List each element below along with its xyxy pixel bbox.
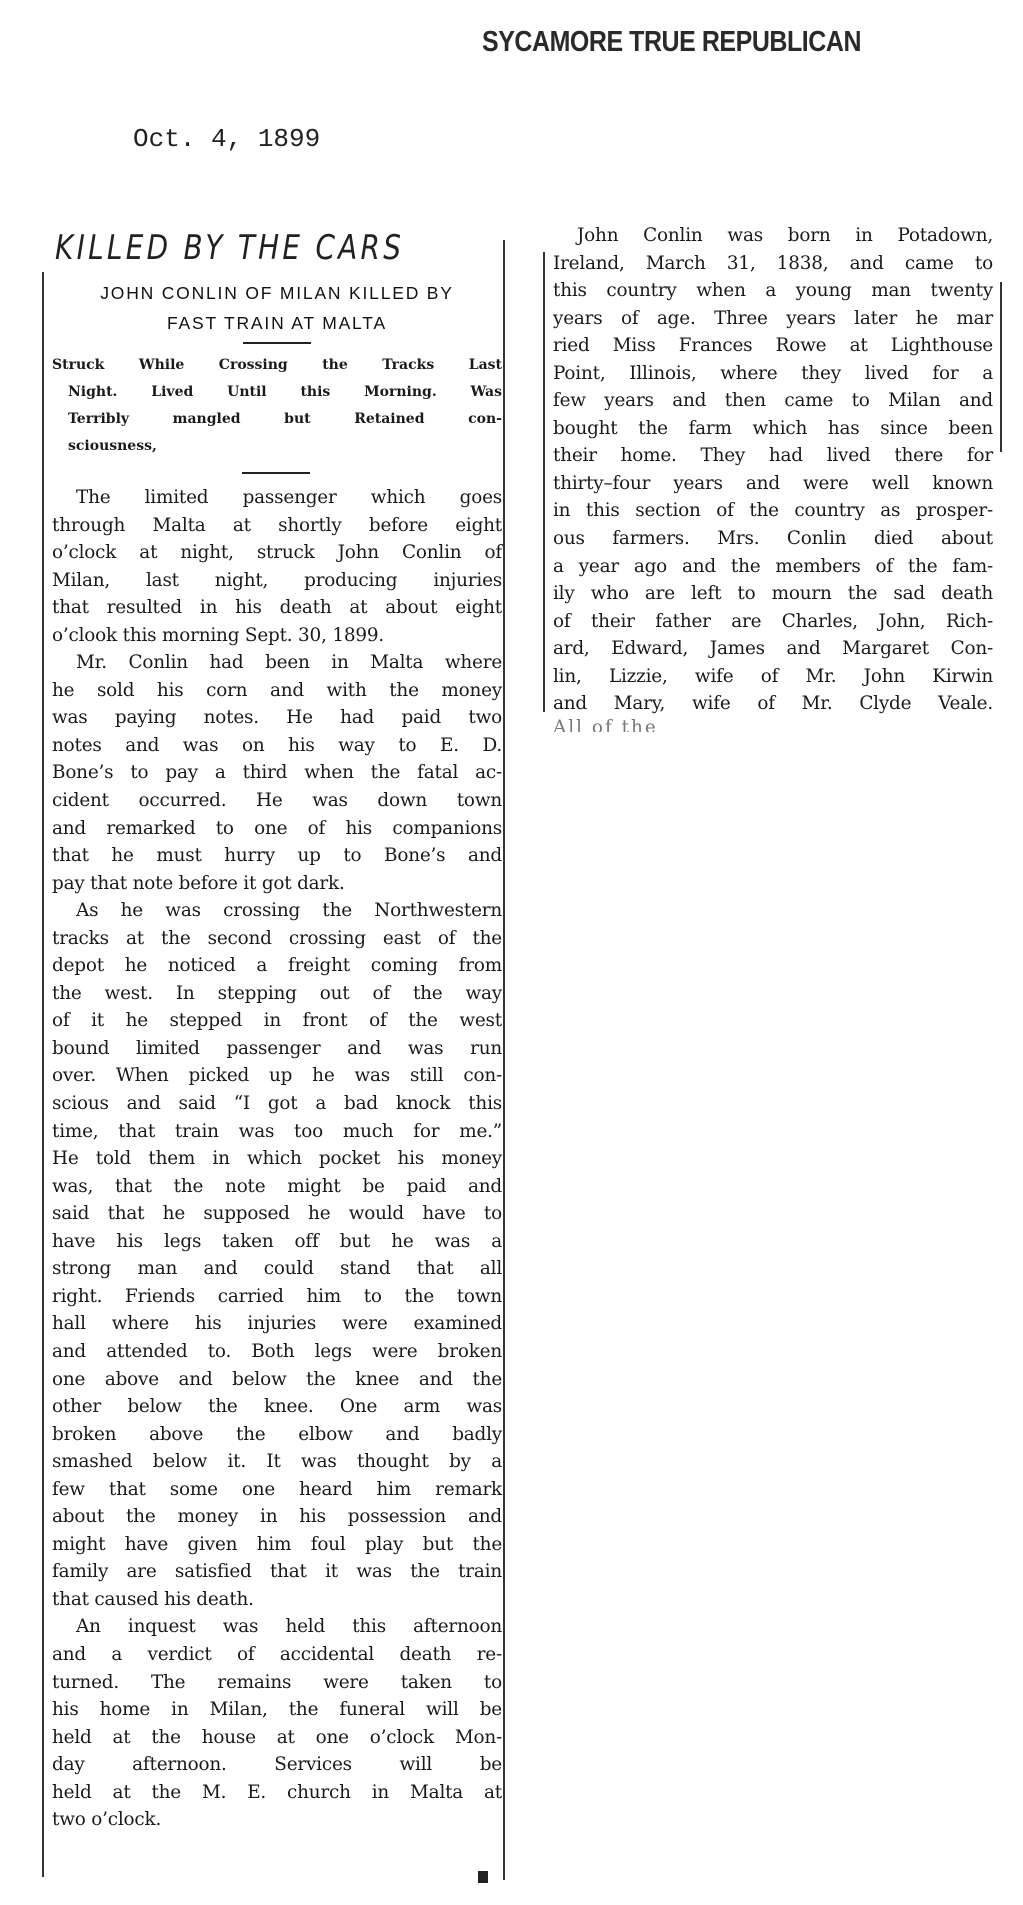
body-line: day afternoon. Services will be	[52, 1754, 502, 1776]
body-line: ous farmers. Mrs. Conlin died about	[553, 528, 993, 550]
headline-line: JOHN CONLIN OF MILAN KILLED BY	[100, 283, 454, 303]
body-line: depot he noticed a freight coming from	[52, 955, 502, 977]
body-line: notes and was on his way to E. D.	[52, 734, 502, 756]
body-line: Bone’s to pay a third when the fatal ac-	[52, 762, 502, 784]
body-line: time, that train was too much for me.”	[52, 1120, 502, 1142]
body-line: o’clock at night, struck John Conlin of	[52, 542, 502, 564]
body-line: that caused his death.	[52, 1588, 254, 1610]
article-right-column	[553, 222, 993, 732]
body-line: and a verdict of accidental death re-	[52, 1643, 502, 1665]
body-line: that he must hurry up to Bone’s and	[52, 845, 502, 867]
body-line: John Conlin was born in Potadown,	[577, 225, 993, 246]
body-line: two o’clock.	[52, 1809, 162, 1831]
body-line: lin, Lizzie, wife of Mr. John Kirwin	[553, 665, 993, 687]
body-line: The limited passenger which goes	[76, 487, 502, 508]
body-line: this country when a young man twenty	[553, 280, 993, 302]
body-line: thirty–four years and were well known	[553, 472, 993, 494]
body-line: and attended to. Both legs were broken	[52, 1340, 502, 1362]
body-line: of their father are Charles, John, Rich-	[553, 610, 993, 632]
body-line: tracks at the second crossing east of the	[52, 927, 502, 949]
article-headline	[52, 278, 502, 338]
body-line: strong man and could stand that all	[52, 1258, 502, 1280]
body-line: was, that the note might be paid and	[52, 1175, 502, 1197]
article-left-column	[52, 278, 502, 1834]
body-line: a year ago and the members of the fam-	[553, 555, 993, 577]
body-line: was paying notes. He had paid two	[52, 707, 502, 729]
body-line: over. When picked up he was still con-	[52, 1065, 502, 1087]
body-line: ried Miss Frances Rowe at Lighthouse	[553, 335, 993, 357]
headline-divider	[243, 342, 311, 344]
typed-date: Oct. 4, 1899	[133, 124, 321, 154]
body-line: might have given him foul play but the	[52, 1533, 502, 1555]
body-line: hall where his injuries were examined	[52, 1313, 502, 1335]
body-line: have his legs taken off but he was a	[52, 1230, 502, 1252]
body-line: few years and then came to Milan and	[553, 390, 993, 412]
deck-line: Struck While Crossing the Tracks Last	[52, 357, 502, 373]
body-line: Ireland, March 31, 1838, and came to	[553, 252, 993, 274]
right-column-left-rule	[543, 252, 545, 712]
left-column-right-rule	[503, 240, 505, 1880]
cutoff-line: All of the	[553, 717, 658, 732]
body-line: As he was crossing the Northwestern	[76, 900, 502, 922]
deck-line: Terribly mangled but Retained con-	[68, 411, 502, 427]
right-column-right-rule	[1000, 282, 1002, 452]
body-line: few that some one heard him remark	[52, 1478, 502, 1500]
body-line: held at the M. E. church in Malta at	[52, 1781, 502, 1803]
article-deck	[52, 352, 502, 460]
body-line: and remarked to one of his companions	[52, 817, 502, 839]
article-body-left	[52, 484, 502, 1834]
deck-line: sciousness,	[68, 438, 157, 454]
body-line: pay that note before it got dark.	[52, 872, 345, 894]
newspaper-masthead: SYCAMORE TRUE REPUBLICAN	[482, 26, 862, 58]
body-line: one above and below the knee and the	[52, 1368, 502, 1390]
body-line: An inquest was held this afternoon	[76, 1616, 502, 1638]
deck-divider	[242, 472, 310, 474]
left-column-left-rule	[42, 272, 44, 1877]
deck-line: Night. Lived Until this Morning. Was	[68, 384, 502, 400]
body-line: bound limited passenger and was run	[52, 1037, 502, 1059]
body-line: years of age. Three years later he mar	[553, 307, 993, 329]
handwritten-title: KILLED BY THE CARS	[55, 228, 405, 268]
body-line: Point, Illinois, where they lived for a	[553, 362, 993, 384]
body-line: said that he supposed he would have to	[52, 1203, 502, 1225]
body-line: right. Friends carried him to the town	[52, 1285, 502, 1307]
body-line: held at the house at one o’clock Mon-	[52, 1726, 502, 1748]
body-line: the west. In stepping out of the way	[52, 982, 502, 1004]
body-line: scious and said “I got a bad knock this	[52, 1093, 502, 1115]
body-line: about the money in his possession and	[52, 1506, 502, 1528]
body-line: Milan, last night, producing injuries	[52, 569, 502, 591]
body-line: broken above the elbow and badly	[52, 1423, 502, 1445]
body-line: ily who are left to mourn the sad death	[553, 583, 993, 605]
ink-blot	[478, 1871, 488, 1883]
body-line: and Mary, wife of Mr. Clyde Veale.	[553, 693, 993, 715]
body-line: other below the knee. One arm was	[52, 1396, 502, 1418]
body-line: bought the farm which has since been	[553, 417, 993, 439]
body-line: Mr. Conlin had been in Malta where	[76, 652, 502, 674]
body-line: their home. They had lived there for	[553, 445, 993, 467]
body-line: in this section of the country as prosper-	[553, 500, 993, 522]
article-body-right	[553, 222, 993, 718]
body-line: cident occurred. He was down town	[52, 790, 502, 812]
body-line: o’clook this morning Sept. 30, 1899.	[52, 624, 385, 646]
body-line: his home in Milan, the funeral will be	[52, 1699, 502, 1721]
body-line: He told them in which pocket his money	[52, 1148, 502, 1170]
body-line: that resulted in his death at about eight	[52, 597, 502, 619]
body-line: smashed below it. It was thought by a	[52, 1451, 502, 1473]
body-line: turned. The remains were taken to	[52, 1671, 502, 1693]
body-line: through Malta at shortly before eight	[52, 514, 502, 536]
body-line: family are satisfied that it was the train	[52, 1561, 502, 1583]
body-line: ard, Edward, James and Margaret Con-	[553, 638, 993, 660]
body-line: of it he stepped in front of the west	[52, 1010, 502, 1032]
body-line: he sold his corn and with the money	[52, 679, 502, 701]
headline-line: FAST TRAIN AT MALTA	[167, 313, 387, 333]
